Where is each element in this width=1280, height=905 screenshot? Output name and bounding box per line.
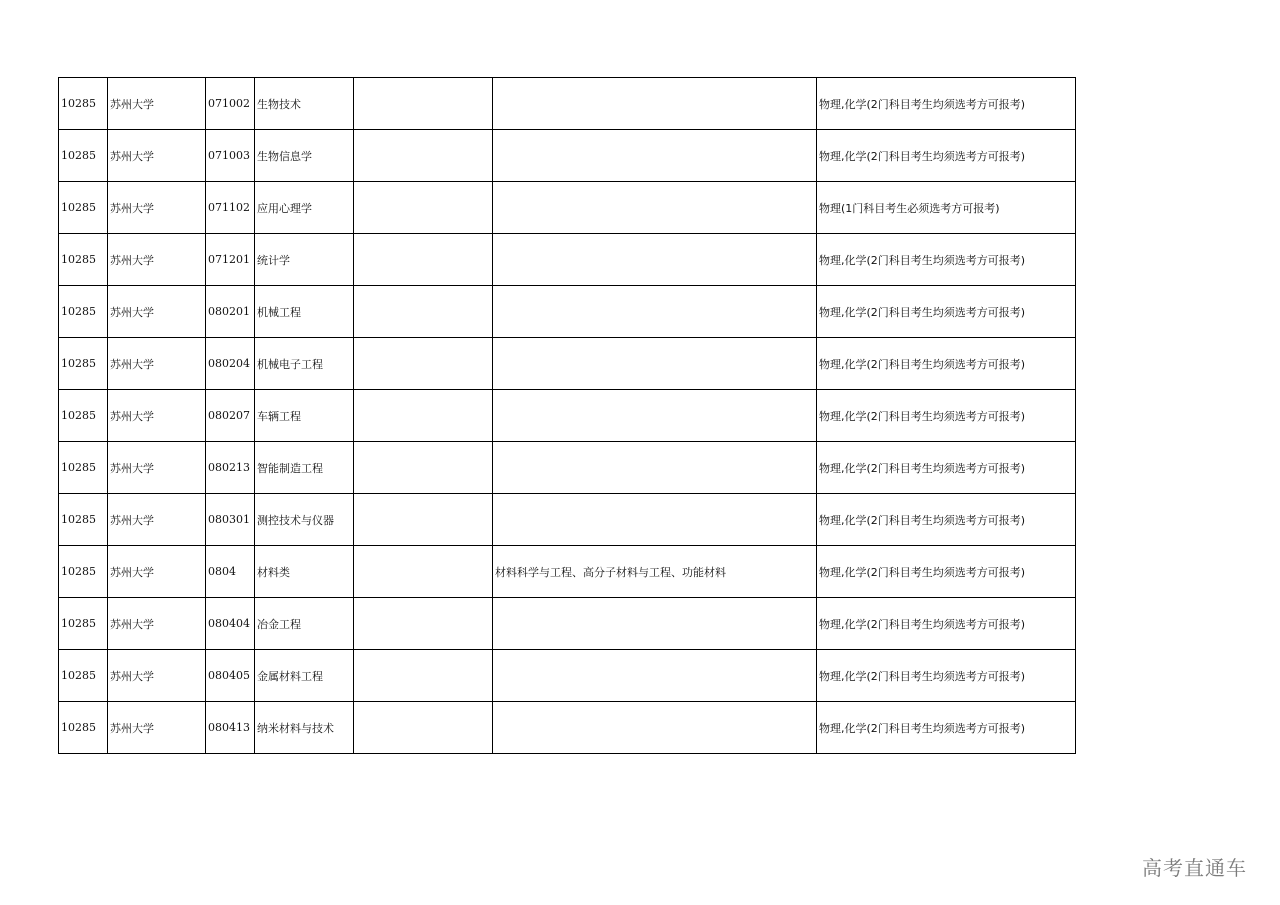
included-majors-cell [493, 650, 817, 702]
major-code-cell: 071003 [206, 130, 255, 182]
blank-cell [354, 286, 493, 338]
subject-requirement-cell: 物理,化学(2门科目考生均须选考方可报考) [817, 78, 1076, 130]
blank-cell [354, 494, 493, 546]
school-name-cell: 苏州大学 [108, 442, 206, 494]
blank-cell [354, 390, 493, 442]
table-row [59, 182, 1076, 234]
included-majors-cell [493, 234, 817, 286]
table-row [59, 598, 1076, 650]
subject-requirement-cell: 物理,化学(2门科目考生均须选考方可报考) [817, 338, 1076, 390]
subject-requirement-cell: 物理,化学(2门科目考生均须选考方可报考) [817, 494, 1076, 546]
included-majors-cell [493, 182, 817, 234]
table-row [59, 338, 1076, 390]
school-code-cell: 10285 [59, 234, 108, 286]
blank-cell [354, 338, 493, 390]
blank-cell [354, 442, 493, 494]
included-majors-cell [493, 702, 817, 754]
table-body [59, 78, 1076, 754]
school-name-cell: 苏州大学 [108, 650, 206, 702]
major-name-cell: 统计学 [255, 234, 354, 286]
blank-cell [354, 78, 493, 130]
major-name-cell: 应用心理学 [255, 182, 354, 234]
blank-cell [354, 182, 493, 234]
school-name-cell: 苏州大学 [108, 130, 206, 182]
school-code-cell: 10285 [59, 702, 108, 754]
school-name-cell: 苏州大学 [108, 702, 206, 754]
table-row [59, 286, 1076, 338]
major-name-cell: 机械工程 [255, 286, 354, 338]
school-name-cell: 苏州大学 [108, 598, 206, 650]
major-code-cell: 080404 [206, 598, 255, 650]
table-row [59, 130, 1076, 182]
school-name-cell: 苏州大学 [108, 78, 206, 130]
blank-cell [354, 598, 493, 650]
included-majors-cell [493, 598, 817, 650]
subject-requirement-cell: 物理(1门科目考生必须选考方可报考) [817, 182, 1076, 234]
subject-requirement-cell: 物理,化学(2门科目考生均须选考方可报考) [817, 234, 1076, 286]
major-code-cell: 080413 [206, 702, 255, 754]
major-name-cell: 金属材料工程 [255, 650, 354, 702]
blank-cell [354, 546, 493, 598]
school-code-cell: 10285 [59, 182, 108, 234]
school-code-cell: 10285 [59, 390, 108, 442]
major-code-cell: 080207 [206, 390, 255, 442]
major-code-cell: 071201 [206, 234, 255, 286]
school-name-cell: 苏州大学 [108, 234, 206, 286]
school-name-cell: 苏州大学 [108, 546, 206, 598]
major-name-cell: 智能制造工程 [255, 442, 354, 494]
school-code-cell: 10285 [59, 286, 108, 338]
table-row [59, 78, 1076, 130]
major-code-cell: 0804 [206, 546, 255, 598]
table-row [59, 702, 1076, 754]
major-name-cell: 测控技术与仪器 [255, 494, 354, 546]
school-code-cell: 10285 [59, 650, 108, 702]
table-row [59, 390, 1076, 442]
major-code-cell: 080405 [206, 650, 255, 702]
major-name-cell: 纳米材料与技术 [255, 702, 354, 754]
included-majors-cell [493, 286, 817, 338]
major-name-cell: 冶金工程 [255, 598, 354, 650]
included-majors-cell [493, 390, 817, 442]
major-name-cell: 机械电子工程 [255, 338, 354, 390]
admission-requirements-table [58, 77, 1076, 754]
subject-requirement-cell: 物理,化学(2门科目考生均须选考方可报考) [817, 650, 1076, 702]
school-code-cell: 10285 [59, 338, 108, 390]
included-majors-cell [493, 338, 817, 390]
major-code-cell: 071102 [206, 182, 255, 234]
school-code-cell: 10285 [59, 442, 108, 494]
included-majors-cell [493, 130, 817, 182]
blank-cell [354, 234, 493, 286]
school-code-cell: 10285 [59, 130, 108, 182]
table-row [59, 650, 1076, 702]
subject-requirement-cell: 物理,化学(2门科目考生均须选考方可报考) [817, 442, 1076, 494]
school-name-cell: 苏州大学 [108, 338, 206, 390]
table-row [59, 494, 1076, 546]
major-code-cell: 071002 [206, 78, 255, 130]
school-name-cell: 苏州大学 [108, 286, 206, 338]
table-row [59, 442, 1076, 494]
subject-requirement-cell: 物理,化学(2门科目考生均须选考方可报考) [817, 702, 1076, 754]
school-code-cell: 10285 [59, 494, 108, 546]
major-name-cell: 车辆工程 [255, 390, 354, 442]
blank-cell [354, 130, 493, 182]
major-name-cell: 生物信息学 [255, 130, 354, 182]
major-code-cell: 080301 [206, 494, 255, 546]
subject-requirement-cell: 物理,化学(2门科目考生均须选考方可报考) [817, 286, 1076, 338]
school-code-cell: 10285 [59, 78, 108, 130]
school-name-cell: 苏州大学 [108, 494, 206, 546]
watermark-text: 高考直通车 [1142, 856, 1247, 880]
subject-requirement-cell: 物理,化学(2门科目考生均须选考方可报考) [817, 390, 1076, 442]
school-code-cell: 10285 [59, 598, 108, 650]
subject-requirement-cell: 物理,化学(2门科目考生均须选考方可报考) [817, 546, 1076, 598]
major-name-cell: 生物技术 [255, 78, 354, 130]
subject-requirement-cell: 物理,化学(2门科目考生均须选考方可报考) [817, 598, 1076, 650]
included-majors-cell [493, 78, 817, 130]
subject-requirement-cell: 物理,化学(2门科目考生均须选考方可报考) [817, 130, 1076, 182]
major-code-cell: 080201 [206, 286, 255, 338]
major-name-cell: 材料类 [255, 546, 354, 598]
included-majors-cell [493, 442, 817, 494]
school-code-cell: 10285 [59, 546, 108, 598]
included-majors-cell: 材料科学与工程、高分子材料与工程、功能材料 [493, 546, 817, 598]
table-row [59, 234, 1076, 286]
major-code-cell: 080204 [206, 338, 255, 390]
table-row [59, 546, 1076, 598]
included-majors-cell [493, 494, 817, 546]
school-name-cell: 苏州大学 [108, 390, 206, 442]
blank-cell [354, 650, 493, 702]
major-code-cell: 080213 [206, 442, 255, 494]
school-name-cell: 苏州大学 [108, 182, 206, 234]
blank-cell [354, 702, 493, 754]
